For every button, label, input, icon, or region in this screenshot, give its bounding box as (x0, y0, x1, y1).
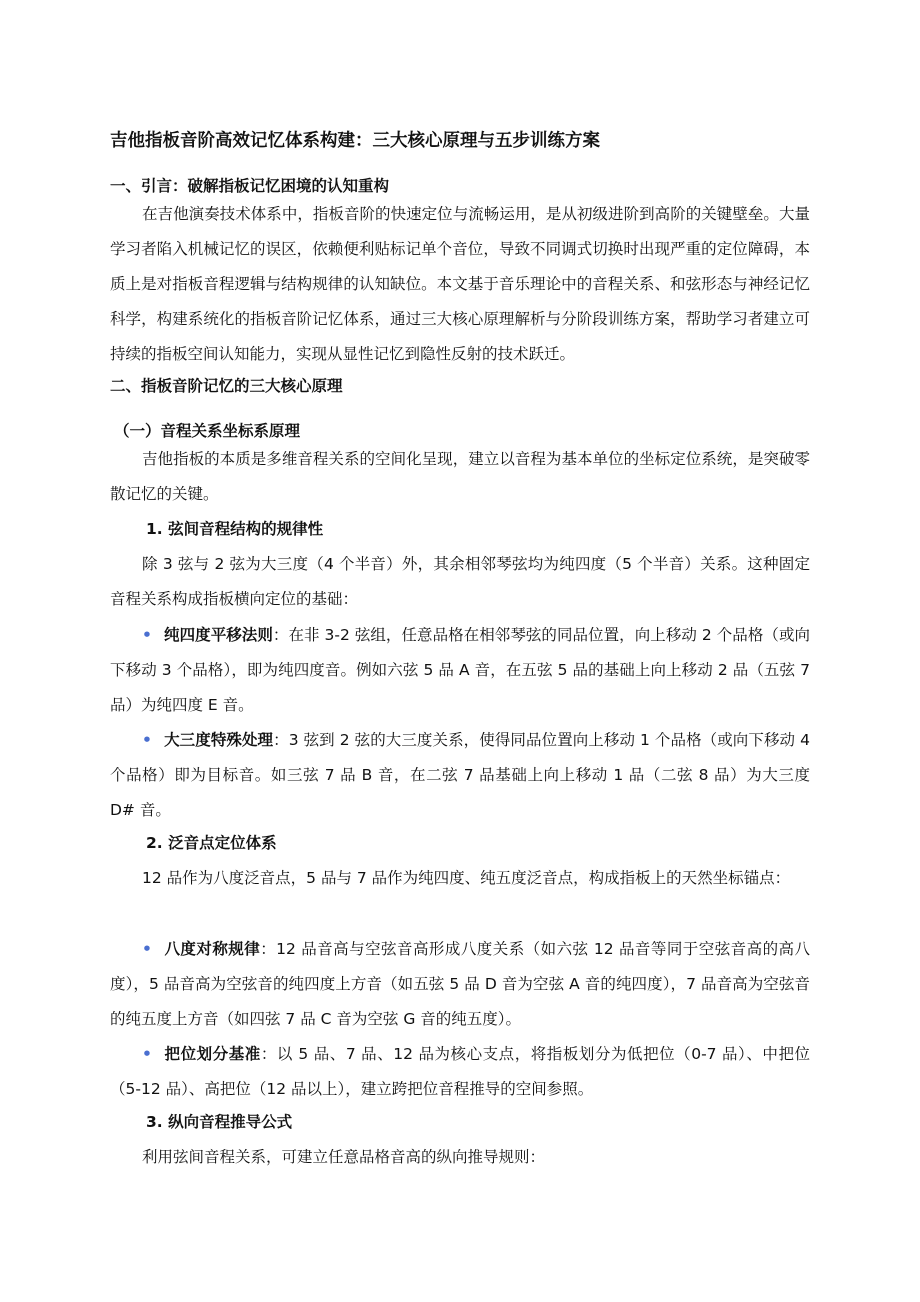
section-2-heading: 二、指板音阶记忆的三大核心原理 (110, 377, 343, 395)
bullet-text: ：3 弦到 2 弦的大三度关系，使得同品位置向上移动 1 个品格（或向下移动 4 个品格）即为目标音。如三弦 7 品 B 音，在二弦 7 品基础上向上移动 1 品（二弦 8 品）为大三度 D# 音。 (110, 731, 810, 819)
section-1-paragraph: 在吉他演奏技术体系中，指板音阶的快速定位与流畅运用，是从初级进阶到高阶的关键壁垒。大量学习者陷入机械记忆的误区，依赖便利贴标记单个音位，导致不同调式切换时出现严重的定位障碍，本质上是对指板音程逻辑与结构规律的认知缺位。本文基于音乐理论中的音程关系、和弦形态与神经记忆科学，构建系统化的指板音阶记忆体系，通过三大核心原理解析与分阶段训练方案，帮助学习者建立可持续的指板空间认知能力，实现从显性记忆到隐性反射的技术跃迁。 (110, 205, 810, 363)
bullet-dot-icon: • (142, 1045, 152, 1063)
bullet-lead: 把位划分基准 (164, 1045, 261, 1063)
subsection-1-paragraph: 吉他指板的本质是多维音程关系的空间化呈现，建立以音程为基本单位的坐标定位系统，是突破零散记忆的关键。 (110, 450, 810, 503)
list-item (110, 932, 810, 1037)
document-title: 吉他指板音阶高效记忆体系构建：三大核心原理与五步训练方案 (110, 131, 600, 151)
bullet-text: ：12 品音高与空弦音高形成八度关系（如六弦 12 品音等同于空弦音高的高八度），5 品音高为空弦音的纯四度上方音（如五弦 5 品 D 音为空弦 A 音的纯四度），7 品音高为空弦音的纯五度上方音（如四弦 7 品 C 音为空弦 G 音的纯五度）。 (110, 940, 810, 1028)
bullet-text: ：在非 3-2 弦组，任意品格在相邻琴弦的同品位置，向上移动 2 个品格（或向下移动 3 个品格），即为纯四度音。例如六弦 5 品 A 音，在五弦 5 品的基础上向上移动 2 品（五弦 7 品）为纯四度 E 音。 (110, 626, 810, 714)
section-1-heading: 一、引言：破解指板记忆困境的认知重构 (110, 177, 390, 195)
bullet-lead: 八度对称规律 (164, 940, 261, 958)
point-3-paragraph: 利用弦间音程关系，可建立任意品格音高的纵向推导规则： (142, 1148, 546, 1166)
list-item (110, 723, 810, 828)
bullet-dot-icon: • (142, 626, 152, 644)
list-item (110, 618, 810, 723)
point-2-heading: 2. 泛音点定位体系 (146, 834, 277, 852)
point-2-paragraph: 12 品作为八度泛音点，5 品与 7 品作为纯四度、纯五度泛音点，构成指板上的天然坐标锚点： (142, 869, 791, 887)
point-1-heading: 1. 弦间音程结构的规律性 (146, 520, 324, 538)
list-item (110, 1037, 810, 1107)
bullet-dot-icon: • (142, 731, 152, 749)
bullet-dot-icon: • (142, 940, 152, 958)
bullet-lead: 纯四度平移法则 (164, 626, 273, 644)
point-1-paragraph: 除 3 弦与 2 弦为大三度（4 个半音）外，其余相邻琴弦均为纯四度（5 个半音）关系。这种固定音程关系构成指板横向定位的基础： (110, 555, 810, 608)
bullet-lead: 大三度特殊处理 (164, 731, 274, 749)
point-3-heading: 3. 纵向音程推导公式 (146, 1113, 293, 1131)
bullet-text: ：以 5 品、7 品、12 品为核心支点，将指板划分为低把位（0-7 品）、中把位（5-12 品）、高把位（12 品以上），建立跨把位音程推导的空间参照。 (110, 1045, 810, 1098)
subsection-1-heading: （一）音程关系坐标系原理 (114, 422, 301, 440)
